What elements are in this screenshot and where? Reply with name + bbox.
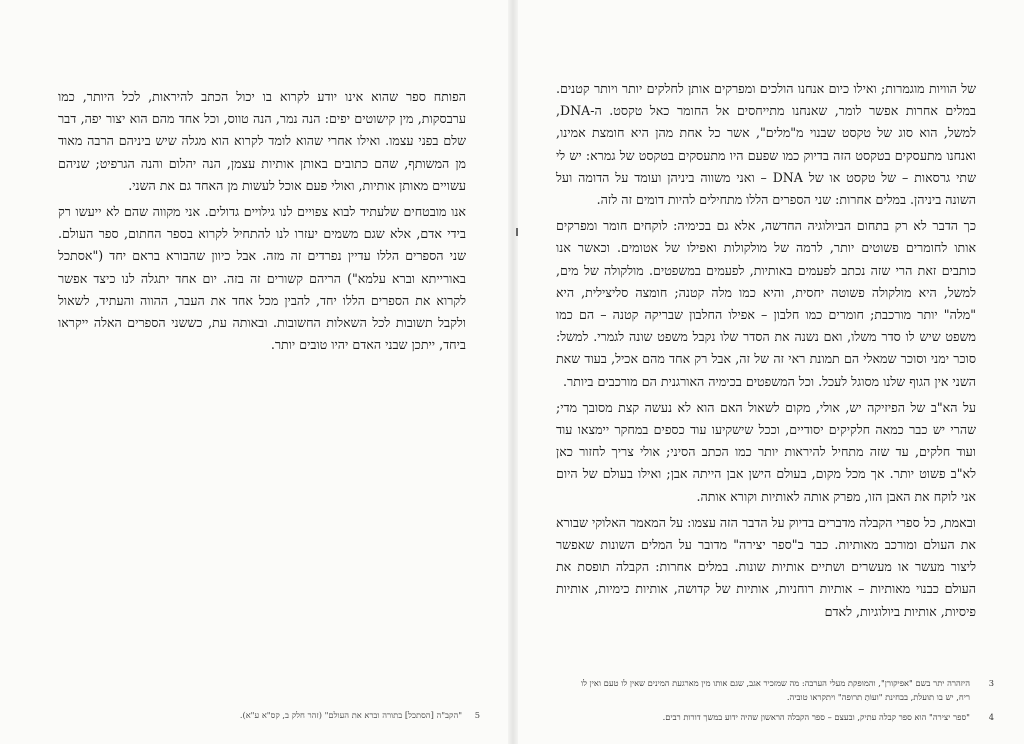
paragraph: על הא"ב של הפיזיקה יש, אולי, מקום לשאול האם הוא לא נעשה קצת מסובך מדי; שהרי יש כבר כמאה חלקיקים יסודיים, וככל שישקיעו עוד כספים במחקר יימצאו עוד ועוד חלקים, עד שזה מתחיל להיראות יותר כמו הכתב הסיני; אולי צריך לחזור כאן לא"ב פשוט יותר. אך מכל מקום, בעולם הישן אבן הייתה אבן; ואילו בעולם של היום אני לוקח את האבן הזו, מפרק אותה לאותיות וקורא אותה. [556, 399, 976, 504]
paragraph: הפותח ספר שהוא אינו יודע לקרוא בו יכול הכתב להיראות, לכל היותר, כמו ערבסקות, מין קישוטים יפים: הנה נמר, הנה טווס, וכל אחד מהם הוא יצור יפה, דבר שלם בפני עצמו. ואילו אחרי שהוא לומד לקרוא הוא מגלה שיש ביניהם הרבה מאוד מן המשותף, שהם כתובים באותן אותיות עצמן, הנה יהלום והנה הגרפיט; שניהם עשויים מאותן אותיות, ואולי פעם אוכל לעשות מן האחד גם את השני. [58, 89, 466, 193]
scan-mark [516, 228, 518, 236]
footnote-text: "ספר יצירה" הוא ספר קבלה עתיק, ובעצם – ספר הקבלה הראשון שהיה ידוע במשך דורות רבים. [662, 712, 970, 722]
paragraph: אנו מובטחים שלעתיד לבוא צפויים לנו גילויים גדולים. אני מקווה שהם לא ייעשו רק בידי אדם, אלא שגם משמים יעזרו לנו להתחיל לקרוא בספר החתום, ספר העולם. שני הספרים הללו עדיין נפרדים זה מזה. אבל כיוון שהבורא בראם יחד ("אסתכל באורייתא וברא עלמא") הריהם קשורים זה בזה. יום אחד יתגלה לנו כיצד אפשר לקרוא את הספרים הללו יחד, להבין מכל אחד את העבר, ההווה והעתיד, לשאול ולקבל תשובות לכל השאלות החשובות. ובאותה עת, כששני הספרים האלה ייקראו ביחד, ייתכן שבני האדם יהיו טובים יותר. [58, 204, 466, 353]
book-gutter [508, 0, 518, 744]
footnote-number: 3 [988, 678, 994, 688]
footnote-number: 4 [988, 712, 994, 722]
footer-citation: "הקב"ה [הסתכל] בתורה וברא את העולם" (זהר חלק ב, קס"א ע"א). [239, 710, 463, 720]
paragraph: ובאמת, כל ספרי הקבלה מדברים בדיוק על הדבר הזה עצמו: על המאמר האלוקי שבורא את העולם ומורכב מאותיות. כבר ב"ספר יצירה" מדובר על המלים השונות שאפשר ליצור מעשר או מעשרים ושתיים אותיות שונות. במלים אחרות: הקבלה תופסת את העולם כבנוי מאותיות – אותיות רוחניות, אותיות של קדושה, אותיות כימיות, אותיות פיסיות, אותיות ביולוגיות, לאדם [556, 514, 976, 619]
left-page-body [58, 86, 466, 360]
right-page-body [556, 78, 976, 627]
footnotes [566, 676, 994, 730]
paragraph: כך הדבר לא רק בתחום הביולוגיה החדשה, אלא גם בכימיה: לוקחים חומר ומפרקים אותו לחומרים פשוטים יותר, לרמה של מולקולות ואפילו של אטומים. וכאשר אנו כותבים זאת הרי שזה נכתב לפעמים באותיות, לפעמים במשפטים. מולקולה של מים, למשל, היא מולקולה פשוטה יחסית, והיא כמו מלה קטנה; חומצה סליצילית, היא "מלה" יותר מורכבת; חומרים כמו חלבון – אפילו החלבון שבריקה קטנה – הם כמו משפט שיש לו סדר משלו, ואם נשנה את הסדר שלו נקבל משפט שונה לגמרי. למשל: סוכר ימני וסוכר שמאלי הם תמונת ראי זה של זה, אבל רק אחד מהם אכיל, בעוד שאת השני אין הגוף שלנו מסוגל לעכל. וכל המשפטים בכימיה האורגנית הם מורכבים ביותר. [556, 218, 976, 389]
left-page-footer [180, 710, 480, 720]
paragraph: של הוויות מוגמרות; ואילו כיום אנחנו הולכים ומפרקים אותן לחלקים יותר ויותר קטנים. במלים אחרות אפשר לומר, שאנחנו מתייחסים אל החומר כאל טקסט. ה-DNA, למשל, הוא סוג של טקסט שבנוי מ"מלים", אשר כל אחת מהן היא חומצת אמינו, ואנחנו מתעסקים בטקסט הזה בדיוק כמו שפעם היו מתעסקים בטקסט של גמרא: יש לי שתי גרסאות – של טקסט או של DNA – ואני משווה ביניהן ועומד על הדומה ועל השונה ביניהן. במלים אחרות: שני הספרים הללו מתחילים להיות דומים זה לזה. [556, 81, 976, 208]
footnote-text: היזהרה יתר בשם "אפיקורן", והמופקת מעלי הערבה: מה שמזכיר אגב, שגם אותו מין מארגעת המינים שאין לו טעם ואין לו ריח, יש בו תועלת, בבחינת "ועוֹתַ תרופה" ויתקראו טוביה. [581, 678, 970, 702]
page-number: 5 [474, 710, 480, 720]
footnote [566, 710, 994, 724]
footnote [566, 676, 994, 704]
